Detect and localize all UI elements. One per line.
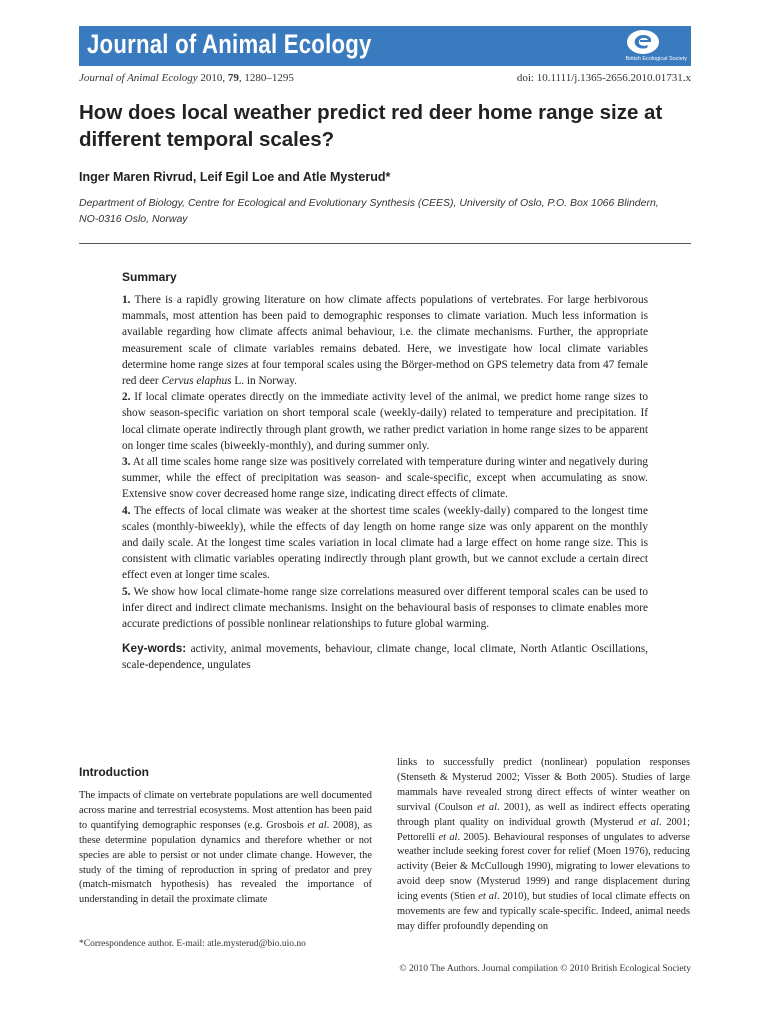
journal-banner: [79, 26, 691, 66]
point-number: 2.: [122, 391, 131, 404]
intro-text: . 2001; Pettorelli: [397, 816, 690, 843]
point-text: If local climate operates directly on the immediate activity level of the animal, we predict home range sizes to show season-specific variation on short temporal scale (weekly-daily) related to temperature and precipitation. If local climate operate indirectly through plant growth, we rather predict variation in home range sizes to be apparent on longer time scales (biweekly-monthly), and during summer only.: [122, 391, 648, 452]
header-divider: [79, 243, 691, 244]
summary-heading: Summary: [122, 270, 177, 284]
et-al: et al: [638, 816, 659, 828]
keywords-list: activity, animal movements, behaviour, climate change, local climate, North Atlantic Oscillations, scale-dependence, ungulates: [122, 643, 648, 672]
species-name: Cervus elaphus: [161, 375, 232, 388]
intro-text: . 2010), but studies of local climate effects on movements are few and typically scale-specific. Indeed, animal needs may differ profoundly depending on: [397, 891, 690, 932]
citation-journal: Journal of Animal Ecology: [79, 72, 198, 84]
summary-section: [122, 270, 648, 674]
keywords-label: Key-words:: [122, 641, 187, 656]
point-number: 1.: [122, 294, 131, 306]
et-al: et al: [478, 891, 497, 903]
introduction-heading: Introduction: [79, 765, 149, 779]
point-number: 4.: [122, 504, 131, 517]
doi[interactable]: doi: 10.1111/j.1365-2656.2010.01731.x: [516, 72, 691, 84]
intro-text: . 2005). Behavioural responses of ungulates to adverse weather include seeking forest cover for relief (Moen 1976), reducing activity (Beier & McCullough 1990), migrating to lower elevations to avoid deep snow (Mysterud 1999) and range displacement during icing events (Stien: [397, 831, 691, 903]
citation: [79, 72, 294, 84]
affiliation: Department of Biology, Centre for Ecological and Evolutionary Synthesis (CEES), University of Oslo, P.O. Box 1066 Blindern, NO-0316 Oslo, Norway: [79, 197, 659, 225]
citation-pages: , 1280–1295: [238, 72, 294, 84]
society-logo: [599, 29, 687, 63]
summary-point-4: [122, 503, 648, 584]
summary-point-3: [122, 454, 648, 503]
et-al: et al: [307, 819, 327, 831]
intro-text: . 2008), as these determine population dynamics and therefore whether or not species are able to persist or not under climate change. However, the study of the timing of reproduction in spring of predator and prey (match-mismatch hypothesis) has revealed the importance of understanding in detail the proximate climate: [79, 819, 372, 906]
et-al: et al: [477, 801, 497, 813]
intro-text: links to successfully predict (nonlinear) population responses (Stenseth & Mysterud 2002; Visser & Both 2005). Studies of large mammals have revealed strong direct effects of winter weather on survival (Coulson: [397, 757, 690, 813]
point-text-end: L. in Norway.: [234, 375, 297, 388]
intro-text: The impacts of climate on vertebrate populations are well documented across marine and terrestrial ecosystems. Most attention has been paid to quantifying demographic responses (e.g. Grosbois: [79, 790, 372, 831]
point-text: The effects of local climate was weaker at the shortest time scales (weekly-daily) compared to the longest time scales (monthly-biweekly), while the effects of day length on home range size was only apparent on the monthly and daily scale. At the longest time scales variation in local climate had a large effect on home range size. This is consistent with climatic variables operating indirectly through plant growth, but we cannot exclude a certain direct effect even at longer time scales.: [122, 504, 648, 582]
citation-year: 2010,: [200, 72, 226, 84]
summary-point-2: [122, 389, 648, 454]
point-number: 5.: [122, 585, 131, 598]
author-list: Inger Maren Rivrud, Leif Egil Loe and Atle Mysterud*: [79, 170, 391, 184]
et-al: et al: [438, 831, 458, 843]
keywords: [122, 640, 648, 673]
point-text: There is a rapidly growing literature on how climate affects populations of vertebrates. For large herbivorous mammals, most attention has been paid to demographic responses to climate variation. Much less information is available regarding how climate affects animal behaviour, i.e. the climate mechanisms. Further, the appropriate measurement scale of climate variables remains debated. Here, we investigate how local climate variables determine home range sizes at four temporal scales using the Börger-method on GPS telemetry data from 47 female red deer: [122, 294, 648, 388]
intro-column-right: [397, 756, 690, 935]
correspondence-note: *Correspondence author. E-mail: atle.mysterud@bio.uio.no: [79, 939, 306, 949]
bes-logo-icon: [625, 29, 661, 56]
summary-point-5: [122, 584, 648, 633]
intro-text: . 2001), as well as indirect effects operating through plant quality on individual growth (Mysterud: [397, 801, 690, 828]
society-name: British Ecological Society: [625, 56, 687, 62]
intro-column-left: [79, 789, 372, 908]
point-number: 3.: [122, 456, 131, 469]
point-text: We show how local climate-home range size correlations measured over different temporal scales can be used to infer direct and indirect climate mechanisms. Insight on the behavioural basis of responses to climate enables more accurate predictions of possible nonlinear relationships to future global warming.: [122, 585, 648, 631]
citation-volume: 79: [227, 72, 239, 84]
copyright-line: © 2010 The Authors. Journal compilation © 2010 British Ecological Society: [399, 964, 691, 974]
journal-name: Journal of Animal Ecology: [87, 29, 372, 59]
summary-point-1: [122, 292, 648, 389]
point-text: At all time scales home range size was positively correlated with temperature during winter and negatively during summer, while the effect of precipitation was season- and scale-specific, except when accumulating as snow. Extensive snow cover decreased home range size, indicating direct effects of climate.: [122, 456, 648, 501]
paper-title: How does local weather predict red deer home range size at different temporal scales?: [79, 101, 663, 151]
